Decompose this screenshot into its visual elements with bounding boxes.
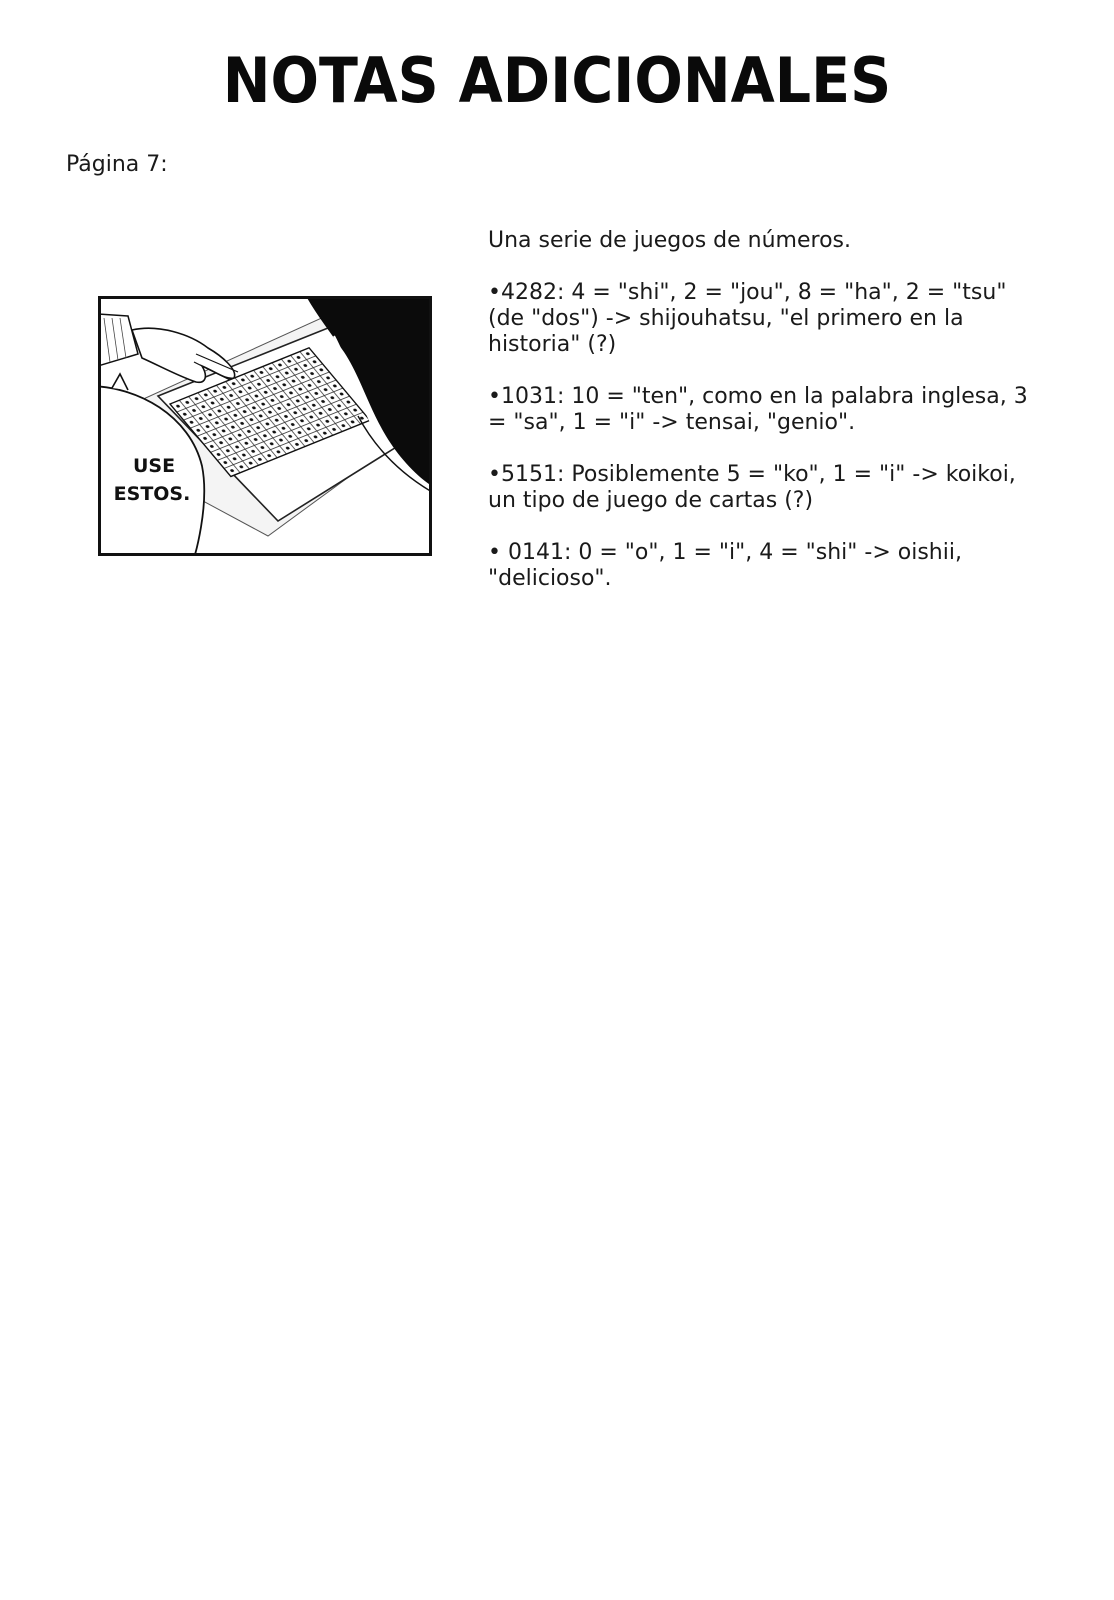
bullet-icon: • xyxy=(488,462,501,487)
note-item xyxy=(488,540,1048,592)
speech-line-1: USE xyxy=(132,455,176,477)
page-label: Página 7: xyxy=(66,152,168,177)
note-item xyxy=(488,462,1048,514)
note-text: 0141: 0 = "o", 1 = "i", 4 = "shi" -> oishii, "delicioso". xyxy=(488,540,962,591)
note-text: 1031: 10 = "ten", como en la palabra inglesa, 3 = "sa", 1 = "i" -> tensai, "genio". xyxy=(488,384,1028,435)
speech-line-2: ESTOS. xyxy=(113,483,191,505)
bullet-icon: • xyxy=(488,280,501,305)
bullet-icon: • xyxy=(488,384,501,409)
note-text: 5151: Posiblemente 5 = "ko", 1 = "i" -> koikoi, un tipo de juego de cartas (?) xyxy=(488,462,1016,513)
manga-panel-image xyxy=(98,296,432,556)
notes-column xyxy=(488,228,1048,618)
note-item xyxy=(488,280,1048,358)
bullet-icon: • xyxy=(488,540,501,565)
notes-intro: Una serie de juegos de números. xyxy=(488,228,851,253)
note-item xyxy=(488,384,1048,436)
page-title: NOTAS ADICIONALES xyxy=(222,44,892,117)
note-text: 4282: 4 = "shi", 2 = "jou", 8 = "ha", 2 = "tsu" (de "dos") -> shijouhatsu, "el primero en la historia" (?) xyxy=(488,280,1007,357)
